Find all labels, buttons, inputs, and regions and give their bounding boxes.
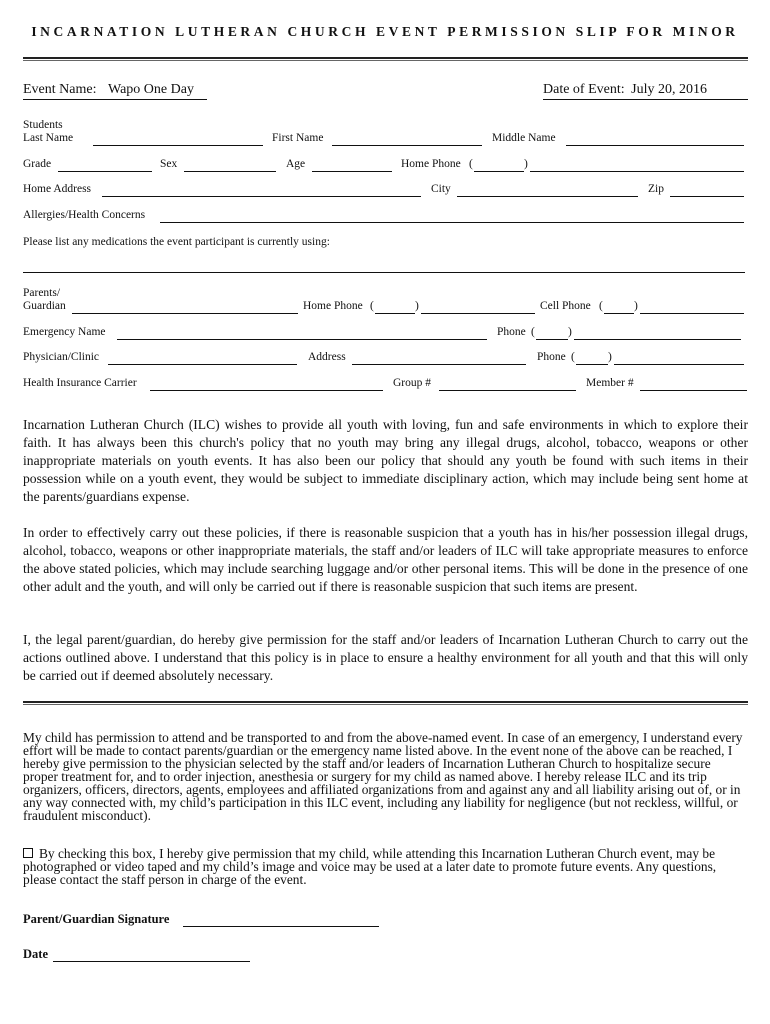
age-label: Age — [286, 158, 306, 170]
guardian-home-phone-field[interactable] — [421, 313, 535, 314]
event-name-underline — [23, 99, 207, 100]
event-date-label: Date of Event: — [543, 82, 625, 97]
guardian-home-area-code[interactable] — [375, 313, 415, 314]
physician-field[interactable] — [108, 364, 297, 365]
medications-label: Please list any medications the event participant is currently using: — [23, 236, 330, 248]
guardian-name-field[interactable] — [72, 313, 298, 314]
medications-field[interactable] — [23, 272, 745, 273]
student-home-phone-field[interactable] — [530, 171, 744, 172]
member-field[interactable] — [640, 390, 747, 391]
physician-address-field[interactable] — [352, 364, 526, 365]
emergency-phone-label: Phone — [497, 326, 526, 338]
insurance-field[interactable] — [150, 390, 383, 391]
emergency-name-label: Emergency Name — [23, 326, 106, 338]
last-name-field[interactable] — [93, 145, 263, 146]
parents-section-label: Parents/ — [23, 287, 61, 299]
physician-label: Physician/Clinic — [23, 351, 100, 363]
event-name-row — [23, 82, 194, 98]
group-label: Group # — [393, 377, 432, 389]
policy-paragraph-3: I, the legal parent/guardian, do hereby give permission for the staff and/or leaders of Incarnation Lutheran Church to carry out the actions outlined above. I understand that this policy is in place to ensure a healthy environment for all youth and that this will only be carried out if deemed absolutely necessary. — [23, 632, 748, 683]
physician-phone-label: Phone — [537, 351, 566, 363]
photo-consent-block — [23, 847, 748, 886]
cell-phone-label: Cell Phone — [540, 300, 591, 312]
student-area-code-field[interactable] — [474, 171, 524, 172]
home-address-label: Home Address — [23, 183, 92, 195]
middle-name-label: Middle Name — [492, 132, 556, 144]
member-label: Member # — [586, 377, 634, 389]
last-name-label: Last Name — [23, 132, 74, 144]
emergency-phone-field[interactable] — [574, 339, 741, 340]
insurance-label: Health Insurance Carrier — [23, 377, 137, 389]
guardian-home-phone-label: Home Phone — [303, 300, 363, 312]
grade-field[interactable] — [58, 171, 152, 172]
photo-consent-checkbox[interactable] — [23, 848, 33, 858]
sex-field[interactable] — [184, 171, 276, 172]
first-name-field[interactable] — [332, 145, 482, 146]
zip-label: Zip — [648, 183, 664, 195]
group-field[interactable] — [439, 390, 576, 391]
medical-consent-text: My child has permission to attend and be transported to and from the above-named event. In case of an emergency, I understand every effort will be made to contact parents/guardian or the emergency name listed above. In the event none of the above can be reached, I hereby give permission to the physician selected by the staff and/or leaders of Incarnation Lutheran Church to hospitalize secure proper treatment for, and to order injection, anesthesia or surgery for my child as named above. I hereby release ILC and its trip organizers, officers, directors, agents, employees and affiliated organizations from and against any and all liability arising out of, or in any way connected with, my child’s participation in this ILC event, including any liability for negligence (but not reckless, willful, or fraudulent misconduct). — [23, 730, 743, 823]
cell-phone-field[interactable] — [640, 313, 744, 314]
date-label: Date — [23, 947, 48, 961]
sex-label: Sex — [160, 158, 178, 170]
student-home-phone-label: Home Phone — [401, 158, 461, 170]
title-divider — [23, 57, 748, 61]
event-date-row — [543, 82, 707, 98]
event-date-value[interactable]: July 20, 2016 — [631, 82, 707, 97]
policy-paragraph-2: In order to effectively carry out these policies, if there is reasonable suspicion that a youth has in his/her possession illegal drugs, alcohol, tobacco, weapons or other inappropriate materials, the staff and/or leaders of ILC will take appropriate measures to enforce the above stated policies, which may include searching luggage and/or other personal items. This will be done in the presence of one other adult and the youth, and will only be carried out if there is reasonable suspicion that such items are present. — [23, 525, 748, 594]
first-name-label: First Name — [272, 132, 324, 144]
middle-name-field[interactable] — [566, 145, 744, 146]
signature-label: Parent/Guardian Signature — [23, 912, 170, 926]
physician-address-label: Address — [308, 351, 346, 363]
emergency-area-code[interactable] — [536, 339, 568, 340]
event-name-value[interactable]: Wapo One Day — [107, 82, 194, 97]
allergies-label: Allergies/Health Concerns — [23, 209, 146, 221]
form-title: INCARNATION LUTHERAN CHURCH EVENT PERMISSION SLIP FOR MINOR — [31, 24, 739, 39]
event-name-label: Event Name: — [23, 82, 97, 97]
allergies-field[interactable] — [160, 222, 744, 223]
emergency-name-field[interactable] — [117, 339, 487, 340]
date-field[interactable] — [53, 961, 250, 962]
signature-field[interactable] — [183, 926, 379, 927]
photo-consent-text: By checking this box, I hereby give permission that my child, while attending this Incarnation Lutheran Church event, may be photographed or video taped and my child’s image and voice may be used at a later date to promote future events. Any questions, please contact the staff person in charge of the event. — [23, 846, 717, 887]
guardian-label: Guardian — [23, 300, 66, 312]
section-divider — [23, 701, 748, 705]
policy-paragraph-1: Incarnation Lutheran Church (ILC) wishes to provide all youth with loving, fun and safe environments in which to explore their faith. It has always been this church's policy that no youth may bring any illegal drugs, alcohol, tobacco, weapons or other inappropriate materials on youth events. It has also been our policy that should any youth be found with such items in their possession while on a youth event, they would be subject to immediate disciplinary action, which may include being sent home at the parents/guardians expense. — [23, 417, 748, 504]
city-label: City — [431, 183, 451, 195]
grade-label: Grade — [23, 158, 52, 170]
city-field[interactable] — [457, 196, 638, 197]
age-field[interactable] — [312, 171, 392, 172]
physician-area-code[interactable] — [576, 364, 608, 365]
zip-field[interactable] — [670, 196, 744, 197]
physician-phone-field[interactable] — [614, 364, 744, 365]
event-date-underline — [543, 99, 748, 100]
student-area-code-open: ( — [469, 158, 473, 170]
home-address-field[interactable] — [102, 196, 421, 197]
cell-area-code[interactable] — [604, 313, 634, 314]
student-area-code-close: ) — [524, 158, 528, 170]
students-section-label: Students — [23, 119, 63, 131]
